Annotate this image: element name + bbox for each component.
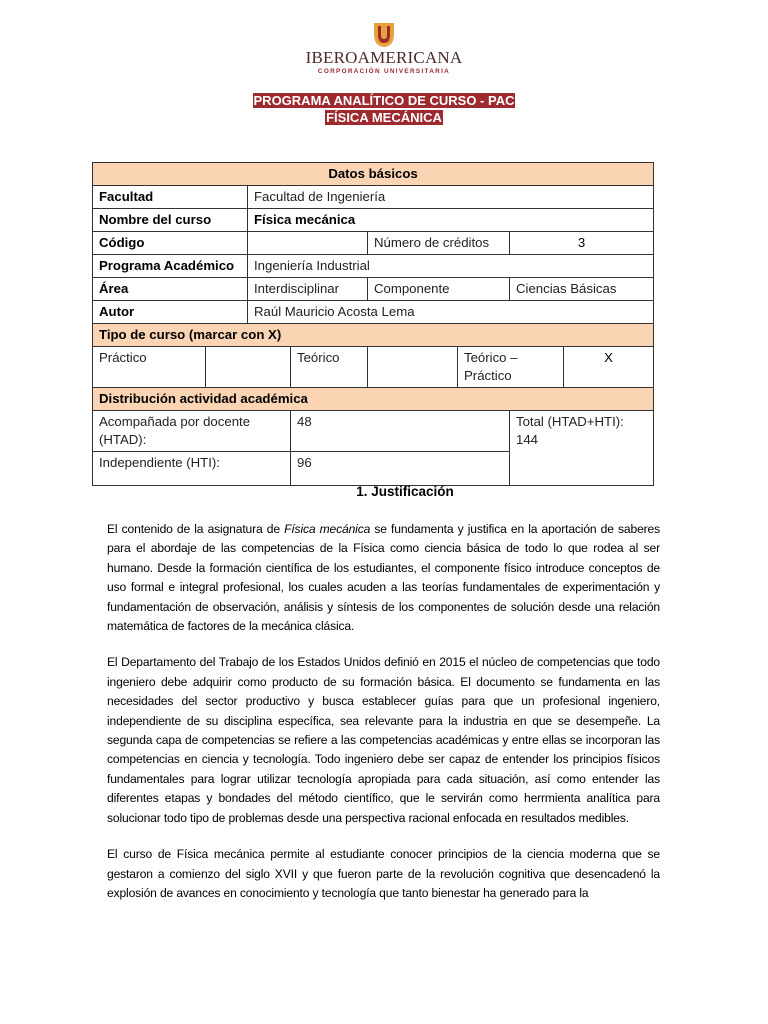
credits-value: 3	[510, 232, 654, 255]
program-label: Programa Académico	[93, 255, 248, 278]
paragraph-2: El Departamento del Trabajo de los Estados Unidos definió en 2015 el núcleo de competencias que todo ingeniero debe adquirir como producto de su formación básica. El documento se fundamenta en las necesidades del sector productivo y busca establecer guías para que un profesional ingeniero, independiente de su disciplina específica, sea relevante para la industria en que se desempeñe. La segunda capa de competencias se refiere a las competencias académicas y entre ellas se incorporan las competencias en ciencia y tecnología. Todo ingeniero debe ser capaz de entender los principios físicos fundamentales para lograr utilizar tecnología apropiada para cada situación, así como entender las diferentes etapas y bondades del método científico, que le servirán como herrmienta analítica para solucionar todo tipo de problemas desde una perspectiva racional enfocada en resultados medibles.	[107, 655, 660, 825]
code-label: Código	[93, 232, 248, 255]
practical-label: Práctico	[93, 347, 206, 388]
course-type-heading: Tipo de curso (marcar con X)	[93, 324, 654, 347]
document-title: PROGRAMA ANALÍTICO DE CURSO - PAC	[253, 93, 515, 108]
course-name-value: Física mecánica	[248, 209, 654, 232]
total-cell	[510, 411, 654, 486]
paragraph-1: El contenido de la asignatura de Física mecánica se fundamenta y justifica en la aportación de saberes para el abordaje de las competencias de la Física como ciencia básica de todo lo que rodea al ser humano. Desde la formación científica de los estudiantes, el componente físico introduce conceptos de uso formal e integral profesional, los cuales acuden a las teorías fundamentales de experimentación y fundamentación de observación, análisis y síntesis de los componentes de solución desde una relación matemática de factores de la mecánica clásica.	[107, 522, 660, 634]
code-value	[248, 232, 368, 255]
document-titles	[0, 92, 768, 126]
course-title: FÍSICA MECÁNICA	[326, 110, 442, 125]
theoretical-practical-label: Teórico – Práctico	[458, 347, 564, 388]
hti-label: Independiente (HTI):	[93, 452, 291, 486]
faculty-value: Facultad de Ingeniería	[248, 186, 654, 209]
htad-label: Acompañada por docente (HTAD):	[93, 411, 291, 452]
section-heading: 1. Justificación	[356, 484, 454, 499]
university-logo	[0, 22, 768, 76]
credits-label: Número de créditos	[368, 232, 510, 255]
total-label: Total (HTAD+HTI):	[516, 414, 624, 429]
theoretical-practical-mark: X	[564, 347, 654, 388]
faculty-label: Facultad	[93, 186, 248, 209]
basic-data-table	[92, 162, 654, 486]
practical-mark	[206, 347, 291, 388]
hti-value: 96	[291, 452, 510, 486]
logo-subtitle: CORPORACIÓN UNIVERSITARIA	[317, 68, 451, 75]
course-name-label: Nombre del curso	[93, 209, 248, 232]
course-name-emphasis: Física mecánica	[284, 522, 371, 536]
paragraph-3: El curso de Física mecánica permite al estudiante conocer principios de la ciencia moderna que se gestaron a comienzo del siglo XVII y que fueron parte de la revolución cognitiva que desencadenó la explosión de avances en conocimiento y tecnología que tanto bienestar ha generado para la	[107, 847, 660, 900]
total-value: 144	[516, 432, 539, 447]
area-value: Interdisciplinar	[248, 278, 368, 301]
program-value: Ingeniería Industrial	[248, 255, 654, 278]
area-label: Área	[93, 278, 248, 301]
university-crest-icon	[371, 22, 397, 48]
basic-data-heading: Datos básicos	[93, 163, 654, 186]
component-label: Componente	[368, 278, 510, 301]
htad-value: 48	[291, 411, 510, 452]
logo-name: IBEROAMERICANA	[305, 48, 463, 67]
theoretical-label: Teórico	[291, 347, 368, 388]
author-label: Autor	[93, 301, 248, 324]
author-value: Raúl Mauricio Acosta Lema	[248, 301, 654, 324]
theoretical-mark	[368, 347, 458, 388]
component-value: Ciencias Básicas	[510, 278, 654, 301]
distribution-heading: Distribución actividad académica	[93, 388, 654, 411]
justification-body	[107, 520, 660, 920]
